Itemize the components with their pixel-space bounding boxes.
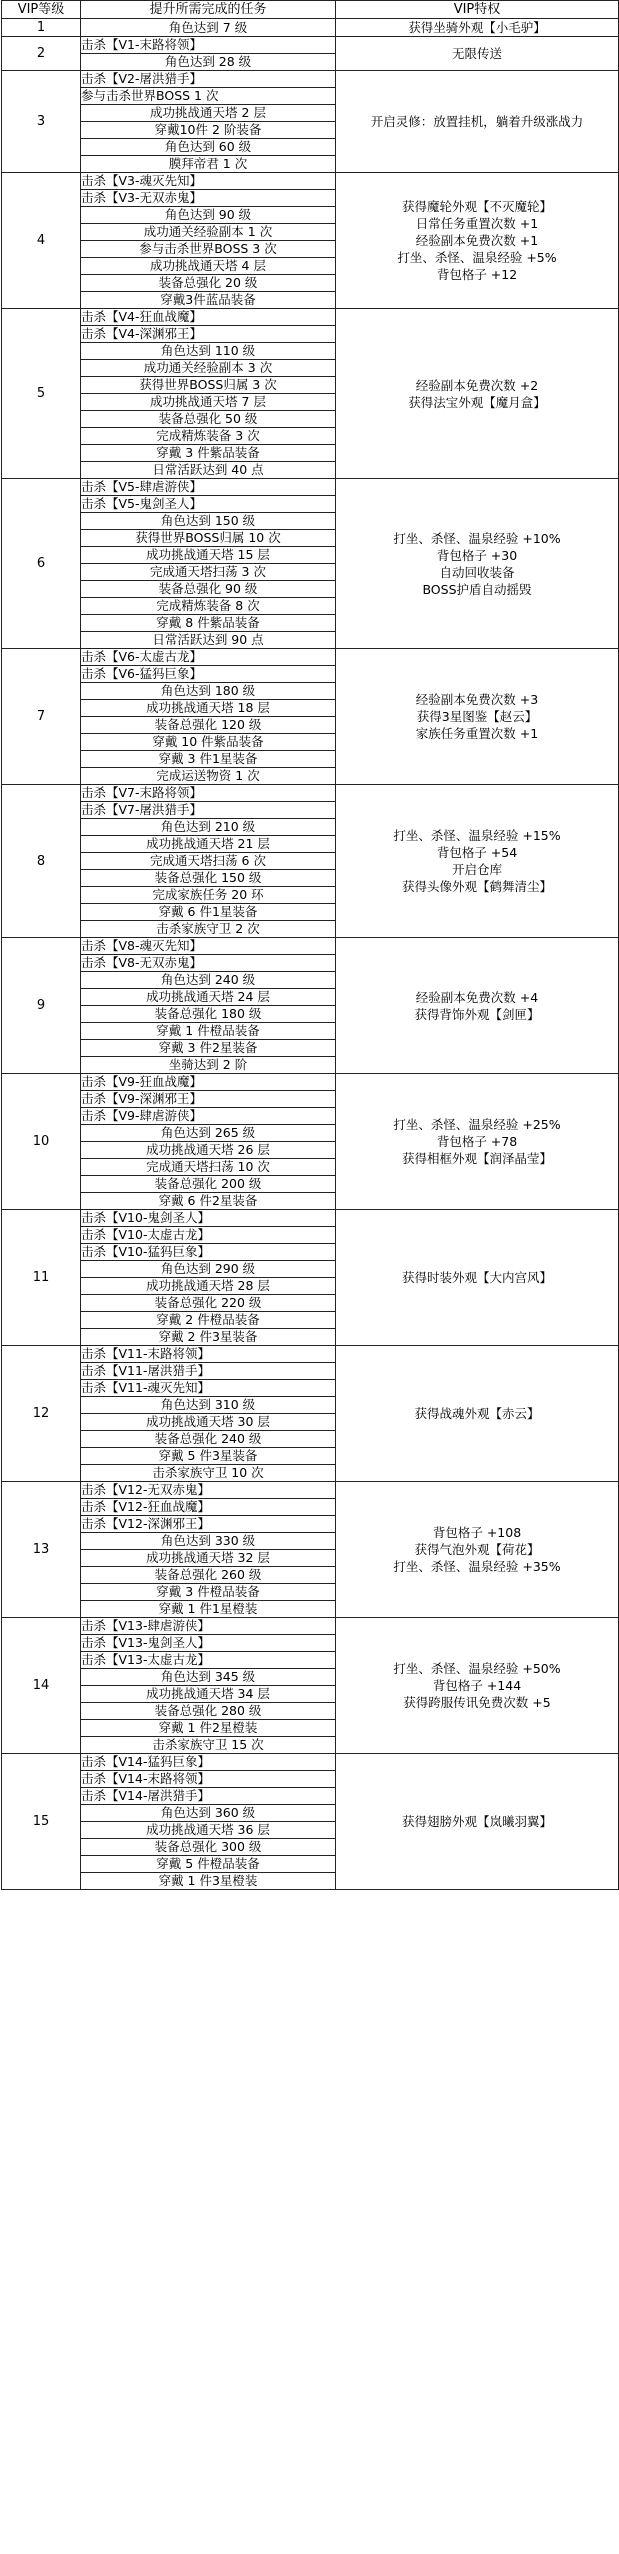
privilege-line: 打坐、杀怪、温泉经验 +5% [397, 250, 557, 265]
task-cell: 装备总强化 260 级 [81, 1567, 336, 1584]
table-row [2, 309, 619, 326]
task-cell: 击杀【V1-末路将领】 [81, 37, 336, 54]
task-cell: 穿戴 5 件橙品装备 [81, 1856, 336, 1873]
task-cell: 角色达到 330 级 [81, 1533, 336, 1550]
task-cell: 成功挑战通天塔 24 层 [81, 989, 336, 1006]
task-cell: 成功挑战通天塔 34 层 [81, 1686, 336, 1703]
task-cell: 角色达到 180 级 [81, 683, 336, 700]
task-cell: 穿戴10件 2 阶装备 [81, 122, 336, 139]
task-cell: 穿戴 8 件紫品装备 [81, 615, 336, 632]
task-cell: 击杀【V13-太虚古龙】 [81, 1652, 336, 1669]
task-cell: 完成通天塔扫荡 3 次 [81, 564, 336, 581]
task-cell: 成功挑战通天塔 26 层 [81, 1142, 336, 1159]
task-cell: 日常活跃达到 90 点 [81, 632, 336, 649]
task-cell: 击杀家族守卫 10 次 [81, 1465, 336, 1482]
header-vip-level: VIP等级 [2, 1, 81, 19]
privilege-line: 背包格子 +12 [436, 267, 518, 282]
privilege-cell [336, 1618, 619, 1754]
privilege-line: 无限传送 [451, 46, 502, 61]
task-cell: 击杀【V10-猛犸巨象】 [81, 1244, 336, 1261]
privilege-line: 家族任务重置次数 +1 [415, 726, 539, 741]
table-row [2, 1482, 619, 1499]
task-cell: 参与击杀世界BOSS 1 次 [81, 88, 336, 105]
privilege-line: 自动回收装备 [439, 564, 515, 580]
task-cell: 穿戴 2 件橙品装备 [81, 1312, 336, 1329]
task-cell: 击杀家族守卫 15 次 [81, 1737, 336, 1754]
table-row [2, 649, 619, 666]
vip-table [1, 0, 619, 1890]
task-cell: 完成通天塔扫荡 10 次 [81, 1159, 336, 1176]
task-cell: 击杀【V7-末路将领】 [81, 785, 336, 802]
task-cell: 角色达到 150 级 [81, 513, 336, 530]
task-cell: 成功挑战通天塔 21 层 [81, 836, 336, 853]
task-cell: 完成精炼装备 8 次 [81, 598, 336, 615]
vip-level-cell: 11 [2, 1210, 81, 1346]
task-cell: 装备总强化 90 级 [81, 581, 336, 598]
vip-level-cell: 14 [2, 1618, 81, 1754]
task-cell: 成功挑战通天塔 15 层 [81, 547, 336, 564]
privilege-line: 获得相框外观【润泽晶莹】 [401, 1151, 552, 1166]
task-cell: 参与击杀世界BOSS 3 次 [81, 241, 336, 258]
privilege-line: 获得战魂外观【赤云】 [414, 1406, 540, 1421]
task-cell: 穿戴 10 件紫品装备 [81, 734, 336, 751]
table-row [2, 479, 619, 496]
privilege-line: 打坐、杀怪、温泉经验 +50% [393, 1661, 561, 1676]
task-cell: 穿戴 1 件2星橙装 [81, 1720, 336, 1737]
table-row [2, 1754, 619, 1771]
task-cell: 击杀【V8-无双赤鬼】 [81, 955, 336, 972]
task-cell: 角色达到 265 级 [81, 1125, 336, 1142]
task-cell: 完成运送物资 1 次 [81, 768, 336, 785]
task-cell: 装备总强化 150 级 [81, 870, 336, 887]
task-cell: 角色达到 310 级 [81, 1397, 336, 1414]
privilege-cell [336, 71, 619, 173]
privilege-line: 开启仓库 [451, 862, 502, 877]
privilege-cell [336, 938, 619, 1074]
vip-level-cell: 6 [2, 479, 81, 649]
privilege-cell [336, 1074, 619, 1210]
privilege-cell [336, 19, 619, 37]
task-cell: 角色达到 7 级 [81, 19, 336, 37]
task-cell: 击杀【V2-屠洪猎手】 [81, 71, 336, 88]
task-cell: 角色达到 60 级 [81, 139, 336, 156]
table-row [2, 37, 619, 54]
task-cell: 成功挑战通天塔 4 层 [81, 258, 336, 275]
task-cell: 击杀【V9-深渊邪王】 [81, 1091, 336, 1108]
task-cell: 坐骑达到 2 阶 [81, 1057, 336, 1074]
vip-level-cell: 1 [2, 19, 81, 37]
task-cell: 穿戴 6 件2星装备 [81, 1193, 336, 1210]
task-cell: 击杀【V4-狂血战魔】 [81, 309, 336, 326]
task-cell: 角色达到 360 级 [81, 1805, 336, 1822]
task-cell: 成功挑战通天塔 32 层 [81, 1550, 336, 1567]
task-cell: 击杀【V12-狂血战魔】 [81, 1499, 336, 1516]
vip-table-body [2, 19, 619, 1890]
task-cell: 装备总强化 240 级 [81, 1431, 336, 1448]
task-cell: 击杀【V11-魂灭先知】 [81, 1380, 336, 1397]
task-cell: 完成家族任务 20 环 [81, 887, 336, 904]
task-cell: 击杀【V14-屠洪猎手】 [81, 1788, 336, 1805]
task-cell: 击杀【V6-猛犸巨象】 [81, 666, 336, 683]
task-cell: 穿戴 3 件2星装备 [81, 1040, 336, 1057]
privilege-line: 打坐、杀怪、温泉经验 +15% [393, 828, 561, 843]
privilege-line: 获得坐骑外观【小毛驴】 [408, 20, 546, 35]
privilege-line: 背包格子 +108 [432, 1525, 522, 1540]
privilege-cell [336, 37, 619, 71]
header-row [2, 1, 619, 19]
privilege-cell [336, 785, 619, 938]
table-row [2, 785, 619, 802]
task-cell: 角色达到 110 级 [81, 343, 336, 360]
privilege-cell [336, 649, 619, 785]
privilege-cell [336, 1754, 619, 1890]
task-cell: 成功挑战通天塔 7 层 [81, 394, 336, 411]
task-cell: 装备总强化 50 级 [81, 411, 336, 428]
privilege-line: 背包格子 +54 [436, 845, 518, 860]
task-cell: 成功挑战通天塔 18 层 [81, 700, 336, 717]
privilege-line: 获得3星图鉴【赵云】 [416, 709, 538, 724]
task-cell: 获得世界BOSS归属 10 次 [81, 530, 336, 547]
task-cell: 穿戴 3 件1星装备 [81, 751, 336, 768]
task-cell: 击杀家族守卫 2 次 [81, 921, 336, 938]
task-cell: 击杀【V4-深渊邪王】 [81, 326, 336, 343]
vip-level-cell: 2 [2, 37, 81, 71]
task-cell: 击杀【V9-肆虐游侠】 [81, 1108, 336, 1125]
task-cell: 击杀【V3-无双赤鬼】 [81, 190, 336, 207]
privilege-cell [336, 1346, 619, 1482]
task-cell: 击杀【V11-末路将领】 [81, 1346, 336, 1363]
task-cell: 装备总强化 20 级 [81, 275, 336, 292]
vip-level-cell: 9 [2, 938, 81, 1074]
privilege-line: 获得法宝外观【魔月盒】 [408, 394, 546, 410]
task-cell: 完成通天塔扫荡 6 次 [81, 853, 336, 870]
task-cell: 穿戴 1 件3星橙装 [81, 1873, 336, 1890]
table-row [2, 19, 619, 37]
task-cell: 完成精炼装备 3 次 [81, 428, 336, 445]
task-cell: 膜拜帝君 1 次 [81, 156, 336, 173]
task-cell: 成功挑战通天塔 28 层 [81, 1278, 336, 1295]
task-cell: 装备总强化 120 级 [81, 717, 336, 734]
privilege-line: 获得翅膀外观【岚曦羽翼】 [401, 1814, 552, 1829]
vip-level-cell: 8 [2, 785, 81, 938]
task-cell: 装备总强化 220 级 [81, 1295, 336, 1312]
task-cell: 成功挑战通天塔 30 层 [81, 1414, 336, 1431]
task-cell: 装备总强化 200 级 [81, 1176, 336, 1193]
table-row [2, 1074, 619, 1091]
privilege-cell [336, 309, 619, 479]
privilege-cell [336, 479, 619, 649]
task-cell: 成功通关经验副本 1 次 [81, 224, 336, 241]
task-cell: 击杀【V14-末路将领】 [81, 1771, 336, 1788]
task-cell: 获得世界BOSS归属 3 次 [81, 377, 336, 394]
task-cell: 击杀【V8-魂灭先知】 [81, 938, 336, 955]
privilege-line: 获得背饰外观【剑匣】 [414, 1006, 540, 1022]
task-cell: 穿戴3件蓝品装备 [81, 292, 336, 309]
task-cell: 角色达到 28 级 [81, 54, 336, 71]
privilege-line: 获得时装外观【大内宫风】 [401, 1270, 552, 1285]
task-cell: 成功挑战通天塔 2 层 [81, 105, 336, 122]
task-cell: 穿戴 5 件3星装备 [81, 1448, 336, 1465]
task-cell: 击杀【V3-魂灭先知】 [81, 173, 336, 190]
table-row [2, 1618, 619, 1635]
task-cell: 成功通关经验副本 3 次 [81, 360, 336, 377]
task-cell: 装备总强化 280 级 [81, 1703, 336, 1720]
privilege-line: 获得气泡外观【荷花】 [414, 1542, 540, 1557]
task-cell: 穿戴 1 件1星橙装 [81, 1601, 336, 1618]
privilege-line: 经验副本免费次数 +2 [415, 377, 539, 393]
task-cell: 击杀【V10-太虚古龙】 [81, 1227, 336, 1244]
task-cell: 角色达到 240 级 [81, 972, 336, 989]
task-cell: 击杀【V5-鬼剑圣人】 [81, 496, 336, 513]
privilege-line: 背包格子 +144 [432, 1678, 522, 1693]
privilege-line: 获得头像外观【鹤舞清尘】 [401, 879, 552, 894]
task-cell: 击杀【V7-屠洪猎手】 [81, 802, 336, 819]
table-row [2, 173, 619, 190]
vip-level-cell: 12 [2, 1346, 81, 1482]
task-cell: 穿戴 2 件3星装备 [81, 1329, 336, 1346]
vip-level-cell: 10 [2, 1074, 81, 1210]
vip-level-cell: 13 [2, 1482, 81, 1618]
task-cell: 击杀【V12-无双赤鬼】 [81, 1482, 336, 1499]
vip-level-cell: 15 [2, 1754, 81, 1890]
privilege-line: 打坐、杀怪、温泉经验 +35% [393, 1559, 561, 1574]
task-cell: 击杀【V5-肆虐游侠】 [81, 479, 336, 496]
privilege-line: 获得跨服传讯免费次数 +5 [403, 1695, 551, 1710]
task-cell: 角色达到 290 级 [81, 1261, 336, 1278]
task-cell: 击杀【V12-深渊邪王】 [81, 1516, 336, 1533]
privilege-line: 获得魔轮外观【不灭魔轮】 [401, 199, 552, 214]
privilege-cell [336, 1482, 619, 1618]
task-cell: 击杀【V11-屠洪猎手】 [81, 1363, 336, 1380]
table-row [2, 938, 619, 955]
task-cell: 穿戴 1 件橙品装备 [81, 1023, 336, 1040]
task-cell: 装备总强化 300 级 [81, 1839, 336, 1856]
task-cell: 击杀【V10-鬼剑圣人】 [81, 1210, 336, 1227]
task-cell: 击杀【V13-鬼剑圣人】 [81, 1635, 336, 1652]
header-vip-privileges: VIP特权 [336, 1, 619, 19]
task-cell: 日常活跃达到 40 点 [81, 462, 336, 479]
privilege-cell [336, 173, 619, 309]
vip-level-cell: 7 [2, 649, 81, 785]
task-cell: 击杀【V6-太虚古龙】 [81, 649, 336, 666]
table-row [2, 1210, 619, 1227]
privilege-line: 经验副本免费次数 +4 [415, 989, 539, 1005]
vip-level-cell: 4 [2, 173, 81, 309]
header-required-tasks: 提升所需完成的任务 [81, 1, 336, 19]
task-cell: 角色达到 90 级 [81, 207, 336, 224]
privilege-line: 打坐、杀怪、温泉经验 +25% [393, 1117, 561, 1132]
task-cell: 成功挑战通天塔 36 层 [81, 1822, 336, 1839]
task-cell: 击杀【V14-猛犸巨象】 [81, 1754, 336, 1771]
task-cell: 穿戴 3 件橙品装备 [81, 1584, 336, 1601]
privilege-line: 背包格子 +30 [436, 547, 518, 563]
task-cell: 穿戴 3 件紫品装备 [81, 445, 336, 462]
privilege-line: 背包格子 +78 [436, 1134, 518, 1149]
privilege-line: BOSS护盾自动摇毁 [422, 581, 532, 597]
privilege-cell [336, 1210, 619, 1346]
task-cell: 穿戴 6 件1星装备 [81, 904, 336, 921]
task-cell: 击杀【V9-狂血战魔】 [81, 1074, 336, 1091]
privilege-line: 开启灵修：放置挂机，躺着升级涨战力 [370, 114, 584, 129]
privilege-line: 打坐、杀怪、温泉经验 +10% [393, 530, 561, 546]
table-row [2, 1346, 619, 1363]
vip-level-cell: 5 [2, 309, 81, 479]
task-cell: 装备总强化 180 级 [81, 1006, 336, 1023]
privilege-line: 经验副本免费次数 +3 [415, 692, 539, 707]
privilege-line: 经验副本免费次数 +1 [415, 233, 539, 248]
task-cell: 击杀【V13-肆虐游侠】 [81, 1618, 336, 1635]
task-cell: 角色达到 345 级 [81, 1669, 336, 1686]
table-row [2, 71, 619, 88]
vip-level-cell: 3 [2, 71, 81, 173]
task-cell: 角色达到 210 级 [81, 819, 336, 836]
privilege-line: 日常任务重置次数 +1 [415, 216, 539, 231]
